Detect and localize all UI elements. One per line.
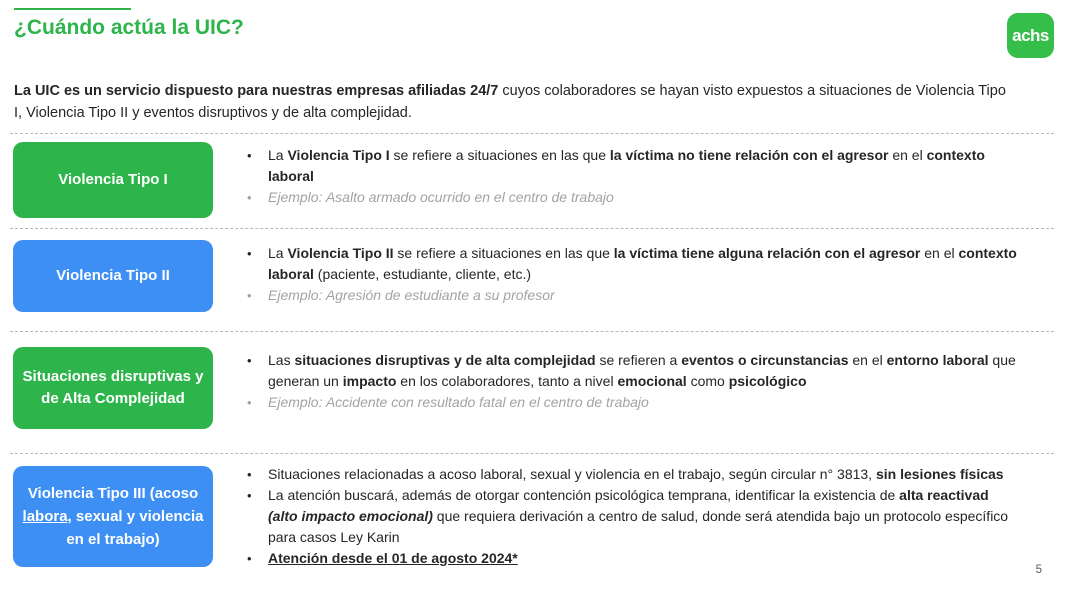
bullet-list — [240, 350, 1018, 413]
page-number: 5 — [1035, 564, 1042, 576]
bullet-list — [240, 145, 1018, 208]
bullet-list — [240, 464, 1018, 569]
bullet-marker: • — [247, 288, 252, 303]
bullet-marker: • — [247, 353, 252, 368]
bullet-item — [240, 464, 1018, 485]
category-label: Situaciones disruptivas y de Alta Complejidad — [22, 368, 204, 407]
bullet-list — [240, 243, 1018, 306]
example-bullet — [240, 285, 1018, 306]
bullet-marker: • — [247, 246, 252, 261]
bullet-text: Las situaciones disruptivas y de alta complejidad se refieren a eventos o circunstancias en el entorno laboral que generan un impacto en los colaboradores, tanto a nivel emocional como psicológico — [268, 352, 1016, 389]
bullet-marker: • — [247, 148, 252, 163]
bullet-item — [240, 145, 1018, 187]
bullet-marker: • — [247, 395, 252, 410]
bullet-text: Ejemplo: Accidente con resultado fatal en el centro de trabajo — [268, 394, 649, 410]
category-box — [13, 347, 213, 429]
category-label: Violencia Tipo III (acoso labora, sexual y violencia en el trabajo) — [22, 485, 204, 548]
bullet-marker: • — [247, 190, 252, 205]
bullet-item — [240, 243, 1018, 285]
example-bullet — [240, 187, 1018, 208]
bullet-text: Situaciones relacionadas a acoso laboral, sexual y violencia en el trabajo, según circular n° 3813, sin lesiones físicas — [268, 466, 1004, 482]
category-box — [13, 142, 213, 218]
bullet-marker: • — [247, 467, 252, 482]
dashed-separator — [10, 133, 1054, 134]
category-box — [13, 240, 213, 312]
bullet-item — [240, 548, 1018, 569]
category-label: Violencia Tipo II — [56, 267, 170, 284]
example-bullet — [240, 392, 1018, 413]
bullet-text: La Violencia Tipo I se refiere a situaciones en las que la víctima no tiene relación con el agresor en el contexto laboral — [268, 147, 985, 184]
category-label: Violencia Tipo I — [58, 171, 168, 188]
page-title: ¿Cuándo actúa la UIC? — [14, 16, 244, 39]
dashed-separator — [10, 331, 1054, 332]
category-box — [13, 466, 213, 567]
bullet-text: La Violencia Tipo II se refiere a situaciones en las que la víctima tiene alguna relación con el agresor en el contexto laboral (paciente, estudiante, cliente, etc.) — [268, 245, 1017, 282]
achs-logo: achs — [1007, 13, 1054, 58]
intro-text: La UIC es un servicio dispuesto para nuestras empresas afiliadas 24/7 cuyos colaboradores se hayan visto expuestos a situaciones de Violencia Tipo I, Violencia Tipo II y eventos disruptivos y de alta complejidad. — [14, 83, 1006, 121]
dashed-separator — [10, 453, 1054, 454]
bullet-text: Atención desde el 01 de agosto 2024* — [268, 550, 518, 566]
bullet-text: Ejemplo: Agresión de estudiante a su profesor — [268, 287, 555, 303]
bullet-marker: • — [247, 551, 252, 566]
bullet-item — [240, 485, 1018, 548]
title-accent-line — [14, 8, 131, 10]
bullet-item — [240, 350, 1018, 392]
dashed-separator — [10, 228, 1054, 229]
bullet-marker: • — [247, 488, 252, 503]
bullet-text: Ejemplo: Asalto armado ocurrido en el centro de trabajo — [268, 189, 614, 205]
bullet-text: La atención buscará, además de otorgar contención psicológica temprana, identificar la existencia de alta reactivad (alto impacto emocional) que requiera derivación a centro de salud, donde será atendida bajo un protocolo específico para casos Ley Karin — [268, 487, 1009, 545]
